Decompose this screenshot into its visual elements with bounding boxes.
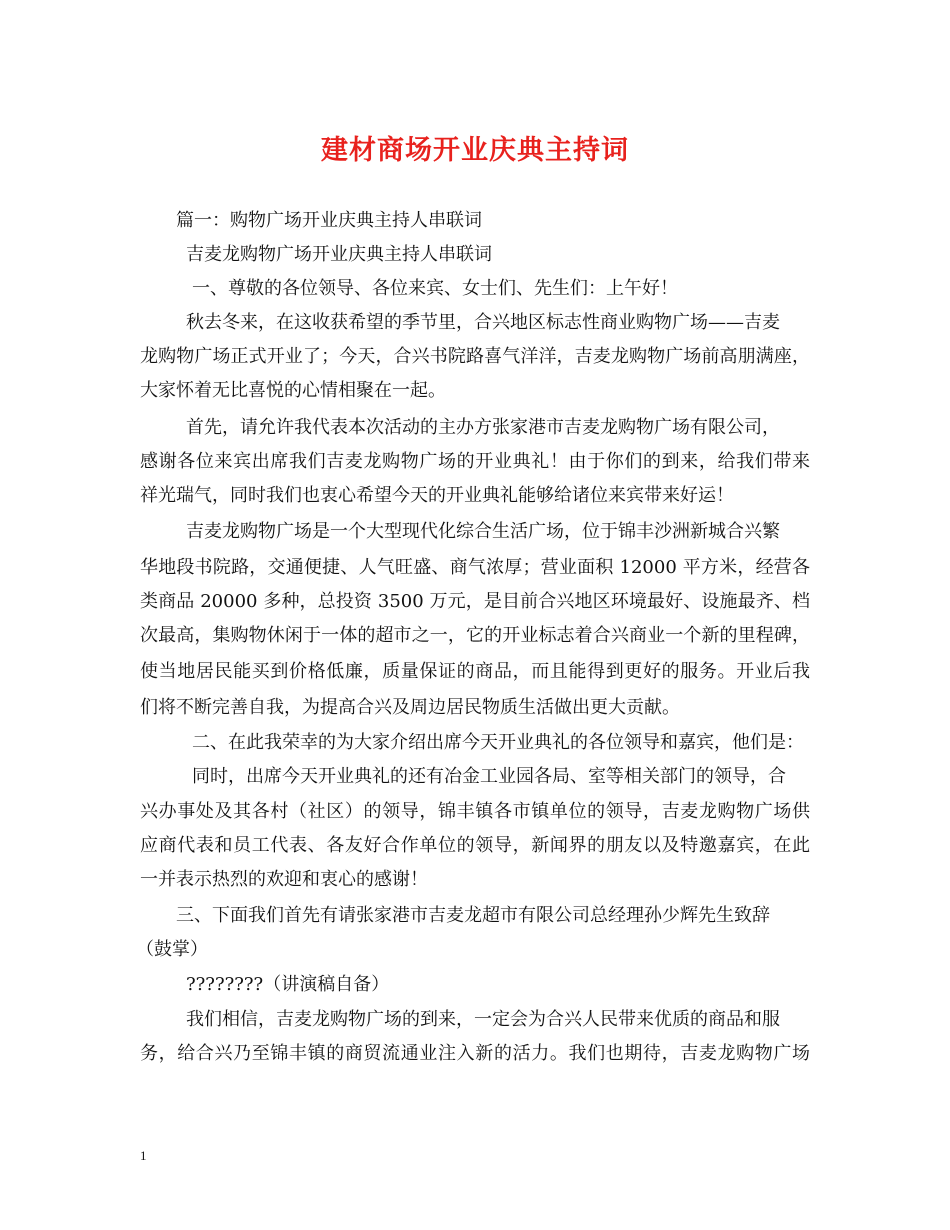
text-line: 祥光瑞气，同时我们也衷心希望今天的开业典礼能够给诸位来宾带来好运！ [140,485,734,506]
text-line: 应商代表和员工代表、各友好合作单位的领导，新闻界的朋友以及特邀嘉宾，在此 [140,835,810,856]
text-line: ????????（讲演稿自备） [186,974,390,995]
text-line: 类商品 20000 多种，总投资 3500 万元，是目前合兴地区环境最好、设施最齐、档 [140,591,810,612]
text-line: 感谢各位来宾出席我们吉麦龙购物广场的开业典礼！由于你们的到来，给我们带来 [140,451,810,472]
text-line: 大家怀着无比喜悦的心情相聚在一起。 [140,380,446,401]
text-line: 务，给合兴乃至锦丰镇的商贸流通业注入新的活力。我们也期待，吉麦龙购物广场 [140,1043,810,1064]
text-line: 一、尊敬的各位领导、各位来宾、女士们、先生们：上午好！ [192,278,678,299]
text-line: 篇一：购物广场开业庆典主持人串联词 [176,210,482,231]
text-line: 秋去冬来，在这收获希望的季节里，合兴地区标志性商业购物广场——吉麦 [186,312,780,333]
text-line: 兴办事处及其各村（社区）的领导，锦丰镇各市镇单位的领导，吉麦龙购物广场供 [140,801,810,822]
text-line: 吉麦龙购物广场开业庆典主持人串联词 [186,244,492,265]
text-line: 一并表示热烈的欢迎和衷心的感谢！ [140,869,428,890]
text-line: 同时，出席今天开业典礼的还有冶金工业园各局、室等相关部门的领导，合 [192,766,786,787]
document-title: 建材商场开业庆典主持词 [321,135,629,166]
page-number: 1 [140,1148,147,1163]
text-line: 龙购物广场正式开业了；今天，合兴书院路喜气洋洋，吉麦龙购物广场前高朋满座， [140,346,810,367]
text-line: 二、在此我荣幸的为大家介绍出席今天开业典礼的各位领导和嘉宾，他们是： [192,732,804,753]
text-line: 华地段书院路，交通便捷、人气旺盛、商气浓厚；营业面积 12000 平方米，经营各 [140,557,810,578]
text-line: 们将不断完善自我，为提高合兴及周边居民物质生活做出更大贡献。 [140,697,680,718]
text-line: 首先，请允许我代表本次活动的主办方张家港市吉麦龙购物广场有限公司， [186,417,780,438]
text-line: 次最高，集购物休闲于一体的超市之一，它的开业标志着合兴商业一个新的里程碑， [140,625,810,646]
text-line: 使当地居民能买到价格低廉，质量保证的商品，而且能得到更好的服务。开业后我 [140,661,810,682]
text-line: 三、下面我们首先有请张家港市吉麦龙超市有限公司总经理孙少辉先生致辞 [176,905,770,926]
text-line: 吉麦龙购物广场是一个大型现代化综合生活广场，位于锦丰沙洲新城合兴繁 [186,521,780,542]
text-line: 我们相信，吉麦龙购物广场的到来，一定会为合兴人民带来优质的商品和服 [186,1009,780,1030]
text-line: （鼓掌） [136,939,208,960]
